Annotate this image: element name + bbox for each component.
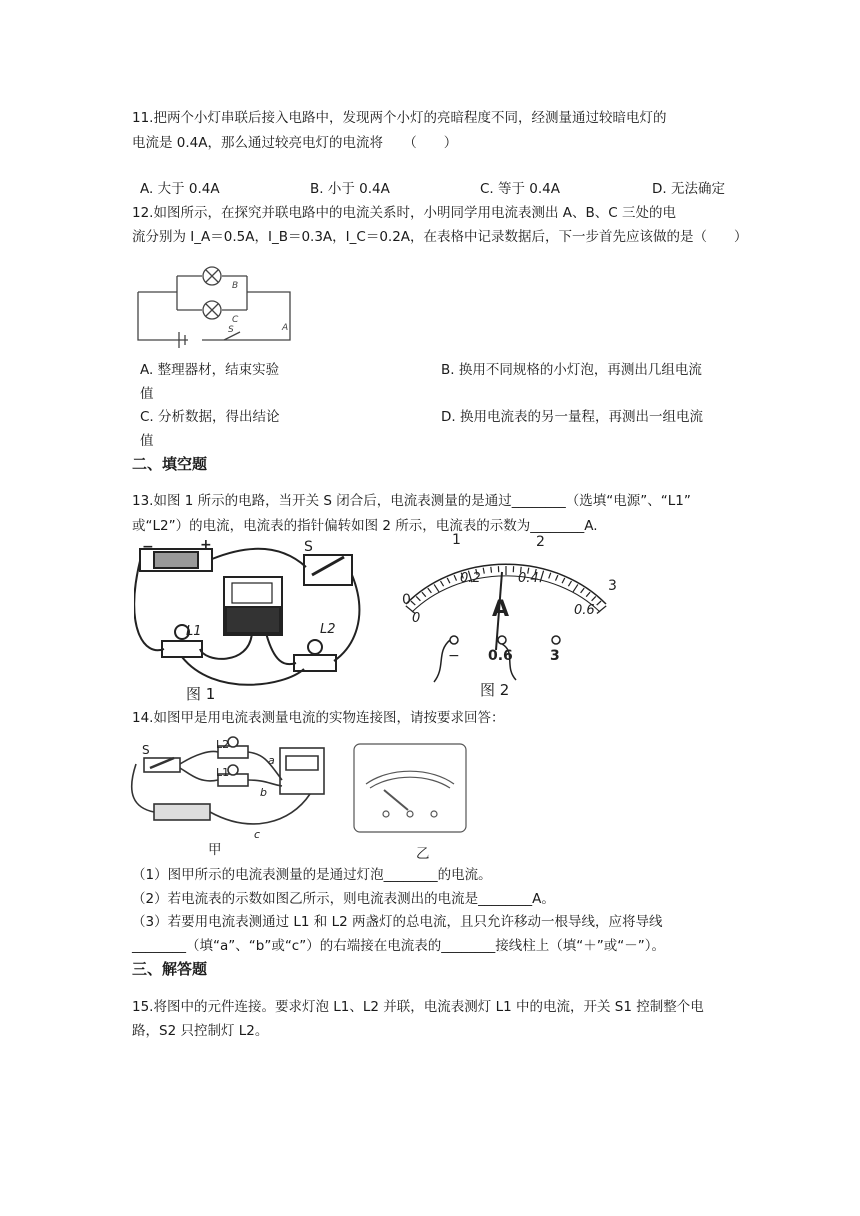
- q13-line1: 13.如图 1 所示的电路，当开关 S 闭合后，电流表测量的是通过________（选填“电源”、“L1”: [132, 493, 691, 509]
- q12-label-c: C: [232, 315, 239, 325]
- dial-tick: [454, 575, 456, 581]
- q13-fig1-l1-label: L1: [186, 624, 202, 639]
- dial-tick: [581, 588, 585, 593]
- dial-tick: [549, 573, 551, 579]
- q12-option-b: B. 换用不同规格的小灯泡，再测出几组电流: [441, 362, 702, 378]
- q12-option-d-wrap: 值: [140, 433, 154, 449]
- q12-line2: 流分别为 I_A＝0.5A，I_B＝0.3A，I_C＝0.2A，在表格中记录数据后，下一步首先应该做的是（ ）: [132, 229, 748, 245]
- q13-dial-bottom-06: 0.6: [574, 603, 595, 618]
- q11-option-b: B. 小于 0.4A: [310, 181, 390, 197]
- q14-sub1: （1）图甲所示的电流表测量的是通过灯泡________的电流。: [132, 867, 492, 883]
- q13-dial-bottom-02: 0.2: [460, 571, 481, 586]
- q13-dial-bottom-04: 0.4: [518, 571, 539, 586]
- dial-tick: [586, 592, 590, 597]
- q14-figure-yi-ammeter: [350, 740, 470, 836]
- q14-l2-label: L2: [216, 738, 230, 751]
- q14-fig-jia-caption: 甲: [208, 842, 222, 858]
- q13-fig1-caption: 图 1: [186, 685, 216, 703]
- q14-fig-yi-caption: 乙: [416, 846, 430, 862]
- q13-fig1-s-label: S: [304, 539, 313, 555]
- q14-wire-b: b: [260, 786, 267, 799]
- q13-dial-top-1: 1: [452, 532, 461, 548]
- q11-option-d: D. 无法确定: [652, 181, 725, 197]
- q15-line2: 路，S2 只控制灯 L2。: [132, 1023, 269, 1039]
- q11-line1: 11.把两个小灯串联后接入电路中，发现两个小灯的亮暗程度不同，经测量通过较暗电灯的: [132, 110, 667, 126]
- q12-label-a: A: [282, 323, 289, 333]
- q13-terminal-3: 3: [550, 648, 560, 664]
- q13-dial-bottom-0: 0: [412, 611, 421, 626]
- q12-option-c: C. 分析数据，得出结论: [140, 409, 280, 425]
- dial-tick: [573, 584, 578, 592]
- q11-line2: 电流是 0.4A，那么通过较亮电灯的电流将 （ ）: [132, 135, 458, 151]
- dial-tick: [422, 592, 426, 597]
- q12-label-b: B: [232, 281, 239, 291]
- dial-tick: [447, 578, 450, 583]
- q12-option-d: D. 换用电流表的另一量程，再测出一组电流: [441, 409, 703, 425]
- dial-tick: [491, 567, 492, 573]
- q12-option-a: A. 整理器材，结束实验: [140, 362, 280, 378]
- q13-fig1-minus: −: [142, 539, 154, 555]
- q14-wire-c: c: [254, 828, 261, 841]
- q14-s-label: S: [142, 743, 150, 757]
- dial-tick: [562, 578, 565, 583]
- dial-tick: [597, 601, 601, 605]
- q12-line1: 12.如图所示，在探究并联电路中的电流关系时，小明同学用电流表测出 A、B、C 三处的电: [132, 205, 676, 221]
- q13-dial-top-0: 0: [402, 592, 411, 608]
- dial-tick: [416, 596, 420, 600]
- dial-tick: [483, 568, 484, 574]
- q13-dial-unit: A: [492, 597, 510, 622]
- q13-dial-top-2: 2: [536, 534, 545, 550]
- dial-tick: [568, 581, 571, 586]
- q11-option-c: C. 等于 0.4A: [480, 181, 561, 197]
- q13-dial-top-3: 3: [608, 578, 617, 594]
- dial-tick: [434, 584, 439, 592]
- q12-label-s: S: [228, 325, 234, 335]
- q13-figure1-circuit: [134, 537, 364, 701]
- q14-sub3-line1: （3）若要用电流表测通过 L1 和 L2 两盏灯的总电流，且只允许移动一根导线，应将导线: [132, 914, 663, 930]
- q14-figure-jia-circuit: [130, 734, 330, 854]
- q14-sub3-line2: ________（填“a”、“b”或“c”）的右端接在电流表的________接线柱上（填“＋”或“－”）。: [132, 938, 665, 954]
- dial-tick: [411, 601, 415, 605]
- section-fill-in-heading: 二、填空题: [132, 455, 208, 473]
- q14-line1: 14.如图甲是用电流表测量电流的实物连接图，请按要求回答：: [132, 710, 505, 726]
- q13-fig2-caption: 图 2: [480, 681, 510, 699]
- q13-fig1-l2-label: L2: [320, 622, 336, 637]
- q14-sub2: （2）若电流表的示数如图乙所示，则电流表测出的电流是________A。: [132, 891, 555, 907]
- q15-line1: 15.将图中的元件连接。要求灯泡 L1、L2 并联，电流表测灯 L1 中的电流，开关 S1 控制整个电: [132, 999, 704, 1015]
- dial-tick: [441, 581, 444, 586]
- q13-terminal-06: 0.6: [488, 648, 513, 664]
- q13-fig1-plus: +: [200, 537, 212, 553]
- dial-tick: [428, 588, 432, 593]
- q12-option-b-wrap: 值: [140, 386, 154, 402]
- q12-parallel-circuit-figure: [132, 262, 298, 348]
- section-answer-heading: 三、解答题: [132, 960, 208, 978]
- q14-l1-label: L1: [216, 766, 230, 779]
- dial-tick: [592, 596, 596, 600]
- q13-figure2-ammeter-dial: [376, 532, 636, 684]
- q13-line2: 或“L2”）的电流，电流表的指针偏转如图 2 所示，电流表的示数为________A.: [132, 518, 598, 534]
- dial-tick: [556, 575, 558, 581]
- q13-terminal-minus: −: [448, 648, 460, 664]
- q11-option-a: A. 大于 0.4A: [140, 181, 220, 197]
- q14-wire-a: a: [268, 754, 275, 767]
